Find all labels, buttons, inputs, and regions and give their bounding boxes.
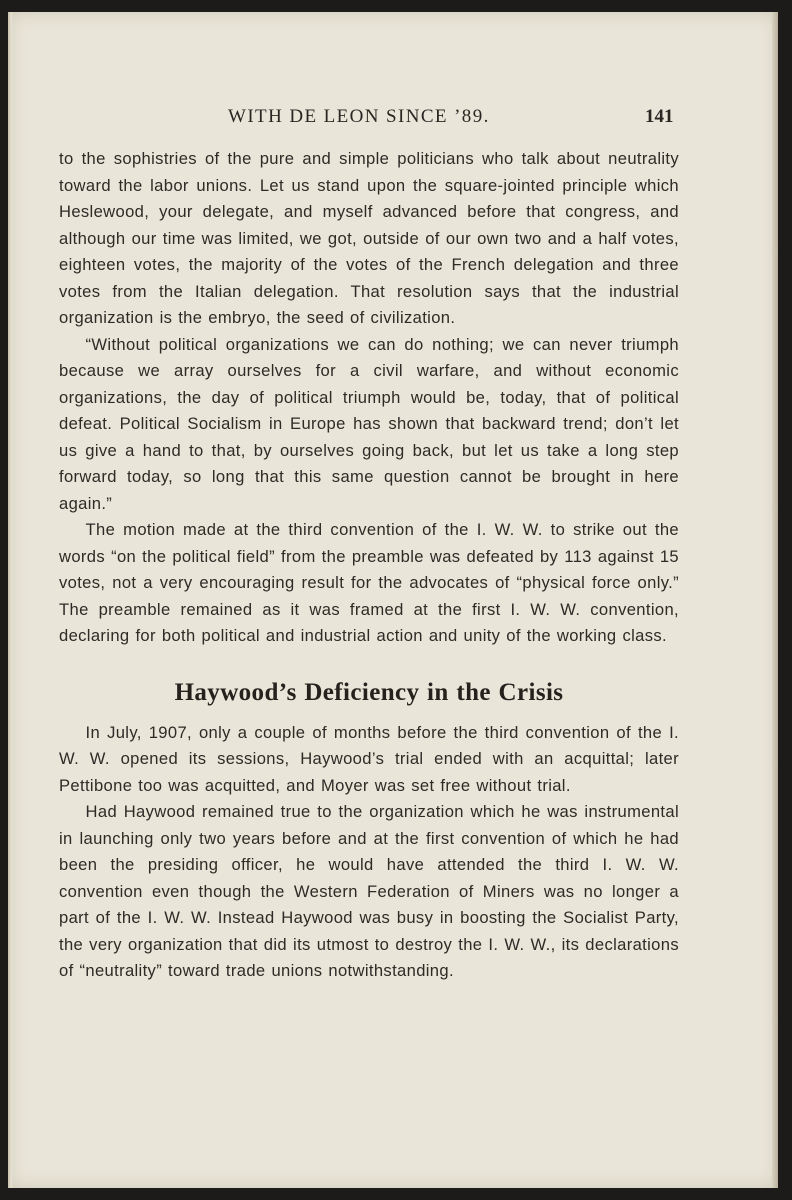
- body-text: [59, 146, 679, 985]
- paragraph-motion: The motion made at the third convention of the I. W. W. to strike out the words “on the political field” from the preamble was defeated by 113 against 15 votes, not a very encouraging result for the advocates of “physical force only.” The preamble remained as it was framed at the first I. W. W. convention, declaring for both political and industrial action and unity of the working class.: [59, 520, 679, 645]
- running-header: [8, 106, 778, 136]
- running-title: WITH DE LEON SINCE ’89.: [228, 106, 490, 127]
- page-edge: [772, 12, 778, 1188]
- paragraph-haywood: Had Haywood remained true to the organization which he was instrumental in launching only two years before and at the first convention of which he had been the presiding officer, he would have attended the third I. W. W. convention even though the Western Federation of Miners was no longer a part of the I. W. W. Instead Haywood was busy in boosting the Socialist Party, the very organization that did its utmost to destroy the I. W. W., its declarations of “neutrality” toward trade unions notwithstanding.: [59, 802, 679, 980]
- paragraph-quote: “Without political organizations we can do nothing; we can never triumph because we array ourselves for a civil warfare, and without economic organizations, the day of political triumph would be, today, that of political defeat. Political Socialism in Europe has shown that backward trend; don’t let us give a hand to that, by ourselves going back, but let us take a long step forward today, so long that this same question cannot be brought in here again.”: [59, 334, 679, 513]
- paragraph-continued: to the sophistries of the pure and simple politicians who talk about neutrality toward the labor unions. Let us stand upon the square-jointed principle which Heslewood, your delegate, and myself advanced before that congress, and although our time was limited, we got, outside of our own two and a half votes, eighteen votes, the majority of the votes of the French delegation and three votes from the Italian delegation. That resolution says that the industrial organization is the embryo, the seed of civilization.: [59, 149, 679, 327]
- paragraph-trial: In July, 1907, only a couple of months before the third convention of the I. W. W. opened its sessions, Haywood’s trial ended with an acquittal; later Pettibone too was acquitted, and Moyer was set free without trial.: [59, 722, 679, 795]
- page-number: 141: [645, 106, 674, 127]
- page-gutter: [8, 12, 12, 1188]
- section-heading: Haywood’s Deficiency in the Crisis: [174, 678, 564, 706]
- book-page: [8, 12, 778, 1188]
